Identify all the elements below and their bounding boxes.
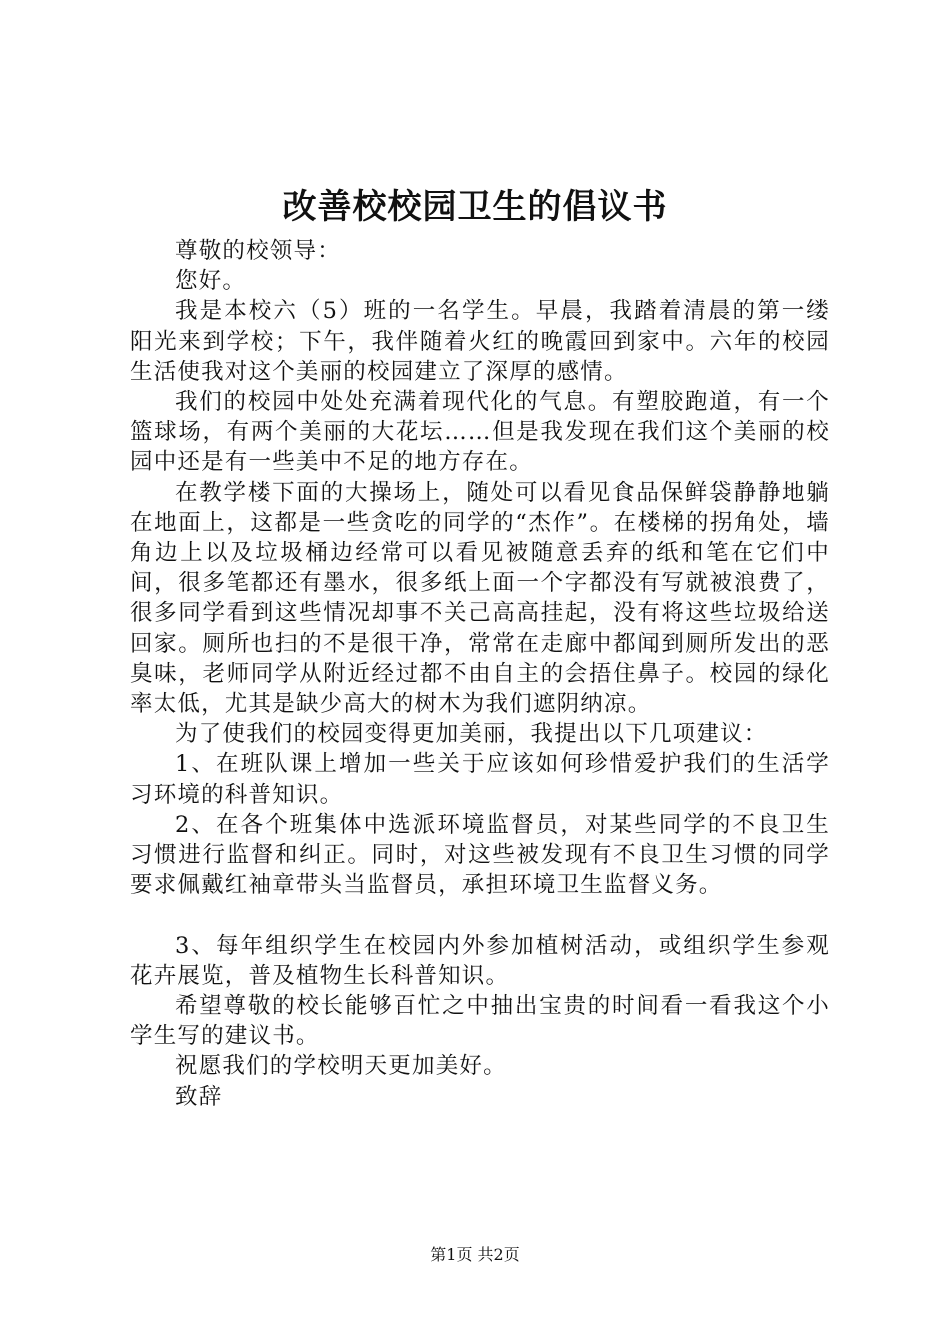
paragraph-intro: 我是本校六（5）班的一名学生。早晨，我踏着清晨的第一缕阳光来到学校；下午，我伴随着火红的晚霞回到家中。六年的校园生活使我对这个美丽的校园建立了深厚的感情。 xyxy=(130,298,830,385)
paragraph-hope: 希望尊敬的校长能够百忙之中抽出宝贵的时间看一看我这个小学生写的建议书。 xyxy=(130,993,830,1050)
paragraph-campus: 我们的校园中处处充满着现代化的气息。有塑胶跑道，有一个篮球场，有两个美丽的大花坛……但是我发现在我们这个美丽的校园中还是有一些美中不足的地方存在。 xyxy=(130,389,830,476)
suggestion-item: 1、在班队课上增加一些关于应该如何珍惜爱护我们的生活学习环境的科普知识。 xyxy=(130,751,830,808)
suggestion-item: 3、每年组织学生在校园内外参加植树活动，或组织学生参观花卉展览，普及植物生长科普知识。 xyxy=(130,932,830,989)
closing-word: 致辞 xyxy=(175,1083,223,1110)
blank-line xyxy=(130,900,830,930)
greeting: 您好。 xyxy=(175,268,247,295)
document-title: 改善校校园卫生的倡议书 xyxy=(282,187,668,227)
document-body xyxy=(130,236,830,1112)
paragraph-wish: 祝愿我们的学校明天更加美好。 xyxy=(175,1053,507,1080)
salutation: 尊敬的校领导： xyxy=(175,238,341,264)
paragraph-proposal-intro: 为了使我们的校园变得更加美丽，我提出以下几项建议： xyxy=(175,721,768,748)
paragraph-problems: 在教学楼下面的大操场上，随处可以看见食品保鲜袋静静地躺在地面上，这都是一些贪吃的同学的“杰作”。在楼梯的拐角处，墙角边上以及垃圾桶边经常可以看见被随意丢弃的纸和笔在它们中间，很多笔都还有墨水，很多纸上面一个字都没有写就被浪费了，很多同学看到这些情况却事不关己高高挂起，没有将这些垃圾给送回家。厕所也扫的不是很干净，常常在走廊中都闻到厕所发出的恶臭味，老师同学从附近经过都不由自主的会捂住鼻子。校园的绿化率太低，尤其是缺少高大的树木为我们遮阴纳凉。 xyxy=(130,479,830,718)
suggestion-item: 2、在各个班集体中选派环境监督员，对某些同学的不良卫生习惯进行监督和纠正。同时，对这些被发现有不良卫生习惯的同学要求佩戴红袖章带头当监督员，承担环境卫生监督义务。 xyxy=(130,811,830,899)
page-number: 第1页 共2页 xyxy=(430,1245,520,1264)
